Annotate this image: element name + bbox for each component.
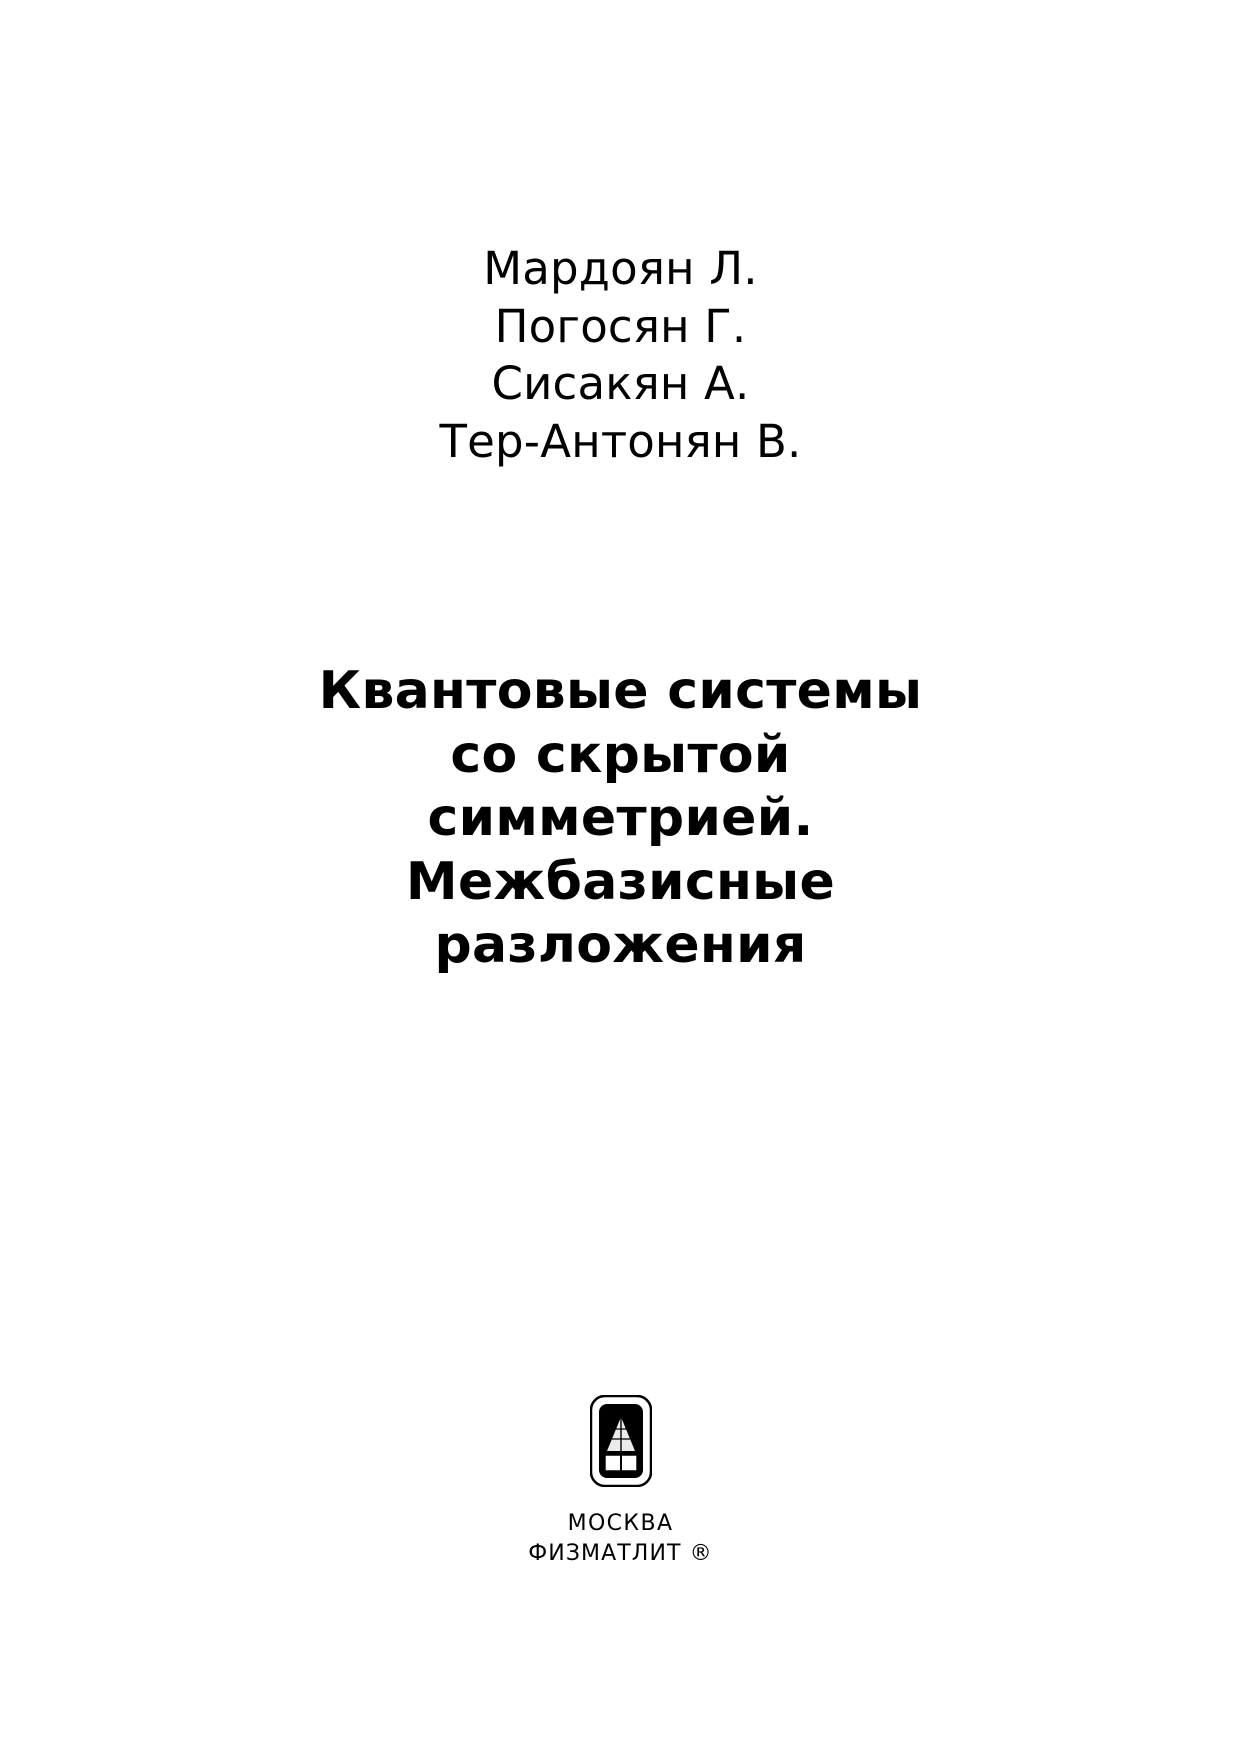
title-line: разложения [434,915,807,976]
publisher-city: МОСКВА [567,1511,674,1536]
title-line: Квантовые системы [318,661,923,722]
title-line: симметрией. [427,788,814,849]
fizmatlit-book-logo-icon [590,1395,652,1487]
author-name: Сисакян А. [491,357,750,411]
page-title [241,660,1001,977]
author-name: Мардоян Л. [483,242,758,295]
title-line: со скрытой [450,724,791,785]
publisher-block [0,1395,1241,1568]
title-line: Межбазисные [405,851,836,912]
author-name: Тер-Антонян В. [439,414,802,468]
authors-block [439,240,801,470]
publisher-imprint: ФИЗМАТЛИТ ® [528,1540,713,1566]
author-name: Погосян Г. [494,299,747,353]
